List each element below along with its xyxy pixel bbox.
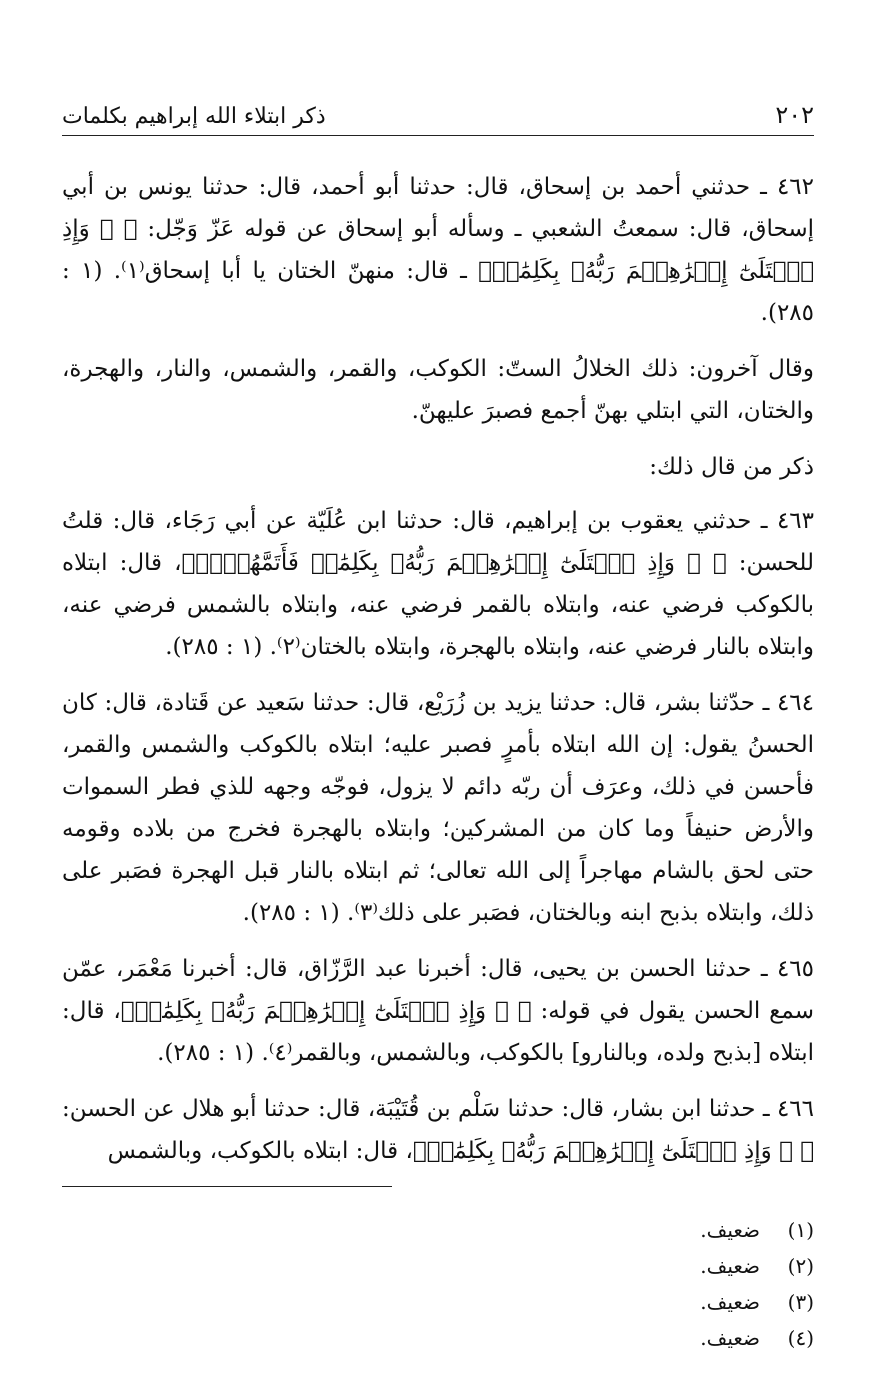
footnote-number: (٤)	[787, 1326, 814, 1350]
footnote-item	[62, 1284, 814, 1320]
footnote-item	[62, 1212, 814, 1248]
footnote-item	[62, 1320, 814, 1356]
book-page	[62, 96, 814, 1366]
footnote-number: (٣)	[787, 1290, 814, 1314]
footnote-text: ضعيف.	[700, 1218, 760, 1242]
paragraph-mention: ذكر من قال ذلك:	[649, 454, 814, 480]
chapter-title: ذكر ابتلاء الله إبراهيم بكلمات	[62, 104, 326, 129]
paragraph-463: ٤٦٣ ـ حدثني يعقوب بن إبراهيم، قال: حدثنا ابن عُلَيّة عن أبي رَجَاء، قال: قلتُ للحسن: ﴿ ۞ وَإِذِ ٱبۡتَلَىٰٓ إِبۡرَٰهِـۧمَ رَبُّهُۥ بِكَلِمَٰتٖ فَأَتَمَّهُنَّۖ﴾، قال: ابتلاه بالكوكب فرضي عنه، وابتلاه بالقمر فرضي عنه، وابتلاه بالشمس فرضي عنه، وابتلاه بالنار فرضي عنه، وابتلاه بالهجرة، وابتلاه بالختان⁽٢⁾. (١ : ٢٨٥).	[62, 508, 814, 660]
footnote-number: (٢)	[787, 1254, 814, 1278]
paragraph-464: ٤٦٤ ـ حدّثنا بشر، قال: حدثنا يزيد بن زُرَيْع، قال: حدثنا سَعيد عن قَتادة، قال: كان الحسنُ يقول: إن الله ابتلاه بأمرٍ فصبر عليه؛ ابتلاه بالكوكب والشمس والقمر، فأحسن في ذلك، وعرَف أن ربّه دائم لا يزول، فوجّه وجهه للذي فطر السموات والأرض حنيفاً وما كان من المشركين؛ وابتلاه بالهجرة فخرج من بلاده وقومه حتى لحق بالشام مهاجراً إلى الله تعالى؛ ثم ابتلاه بالنار قبل الهجرة فصَبر على ذلك، وابتلاه بذبح ابنه وبالختان، فصَبر على ذلك⁽٣⁾. (١ : ٢٨٥).	[62, 690, 814, 926]
running-header	[62, 96, 814, 136]
footnotes	[62, 1212, 814, 1356]
paragraph-466: ٤٦٦ ـ حدثنا ابن بشار، قال: حدثنا سَلْم بن قُتَيْبَة، قال: حدثنا أبو هلال عن الحسن: ﴿ ۞ وَإِذِ ٱبۡتَلَىٰٓ إِبۡرَٰهِـۧمَ رَبُّهُۥ بِكَلِمَٰتٖ﴾، قال: ابتلاه بالكوكب، وبالشمس	[62, 1096, 814, 1164]
paragraph-465: ٤٦٥ ـ حدثنا الحسن بن يحيى، قال: أخبرنا عبد الرَّزّاق، قال: أخبرنا مَعْمَر، عمّن سمع الحسن يقول في قوله: ﴿ ۞ وَإِذِ ٱبۡتَلَىٰٓ إِبۡرَٰهِـۧمَ رَبُّهُۥ بِكَلِمَٰتٖ﴾، قال: ابتلاه [بذبح ولده، وبالنارو] بالكوكب، وبالشمس، وبالقمر⁽٤⁾. (١ : ٢٨٥).	[62, 956, 814, 1066]
page-number: ٢٠٢	[775, 101, 814, 129]
paragraph-462: ٤٦٢ ـ حدثني أحمد بن إسحاق، قال: حدثنا أبو أحمد، قال: حدثنا يونس بن أبي إسحاق، قال: سمعتُ الشعبي ـ وسأله أبو إسحاق عن قوله عَزّ وَجّل: ﴿ ۞ وَإِذِ ٱبۡتَلَىٰٓ إِبۡرَٰهِـۧمَ رَبُّهُۥ بِكَلِمَٰتٖ﴾ ـ قال: منهنّ الختان يا أبا إسحاق⁽١⁾. (١ : ٢٨٥).	[62, 174, 815, 326]
main-text	[62, 166, 814, 1172]
footnote-number: (١)	[787, 1218, 814, 1242]
footnote-item	[62, 1248, 814, 1284]
footnote-text: ضعيف.	[700, 1290, 760, 1314]
footnote-divider	[62, 1186, 392, 1187]
footnote-text: ضعيف.	[700, 1254, 760, 1278]
paragraph-others-said: وقال آخرون: ذلك الخلالُ الستّ: الكوكب، والقمر، والشمس، والنار، والهجرة، والختان، التي ابتلي بهنّ أجمع فصبرَ عليهنّ.	[62, 356, 814, 424]
footnote-text: ضعيف.	[700, 1326, 760, 1350]
